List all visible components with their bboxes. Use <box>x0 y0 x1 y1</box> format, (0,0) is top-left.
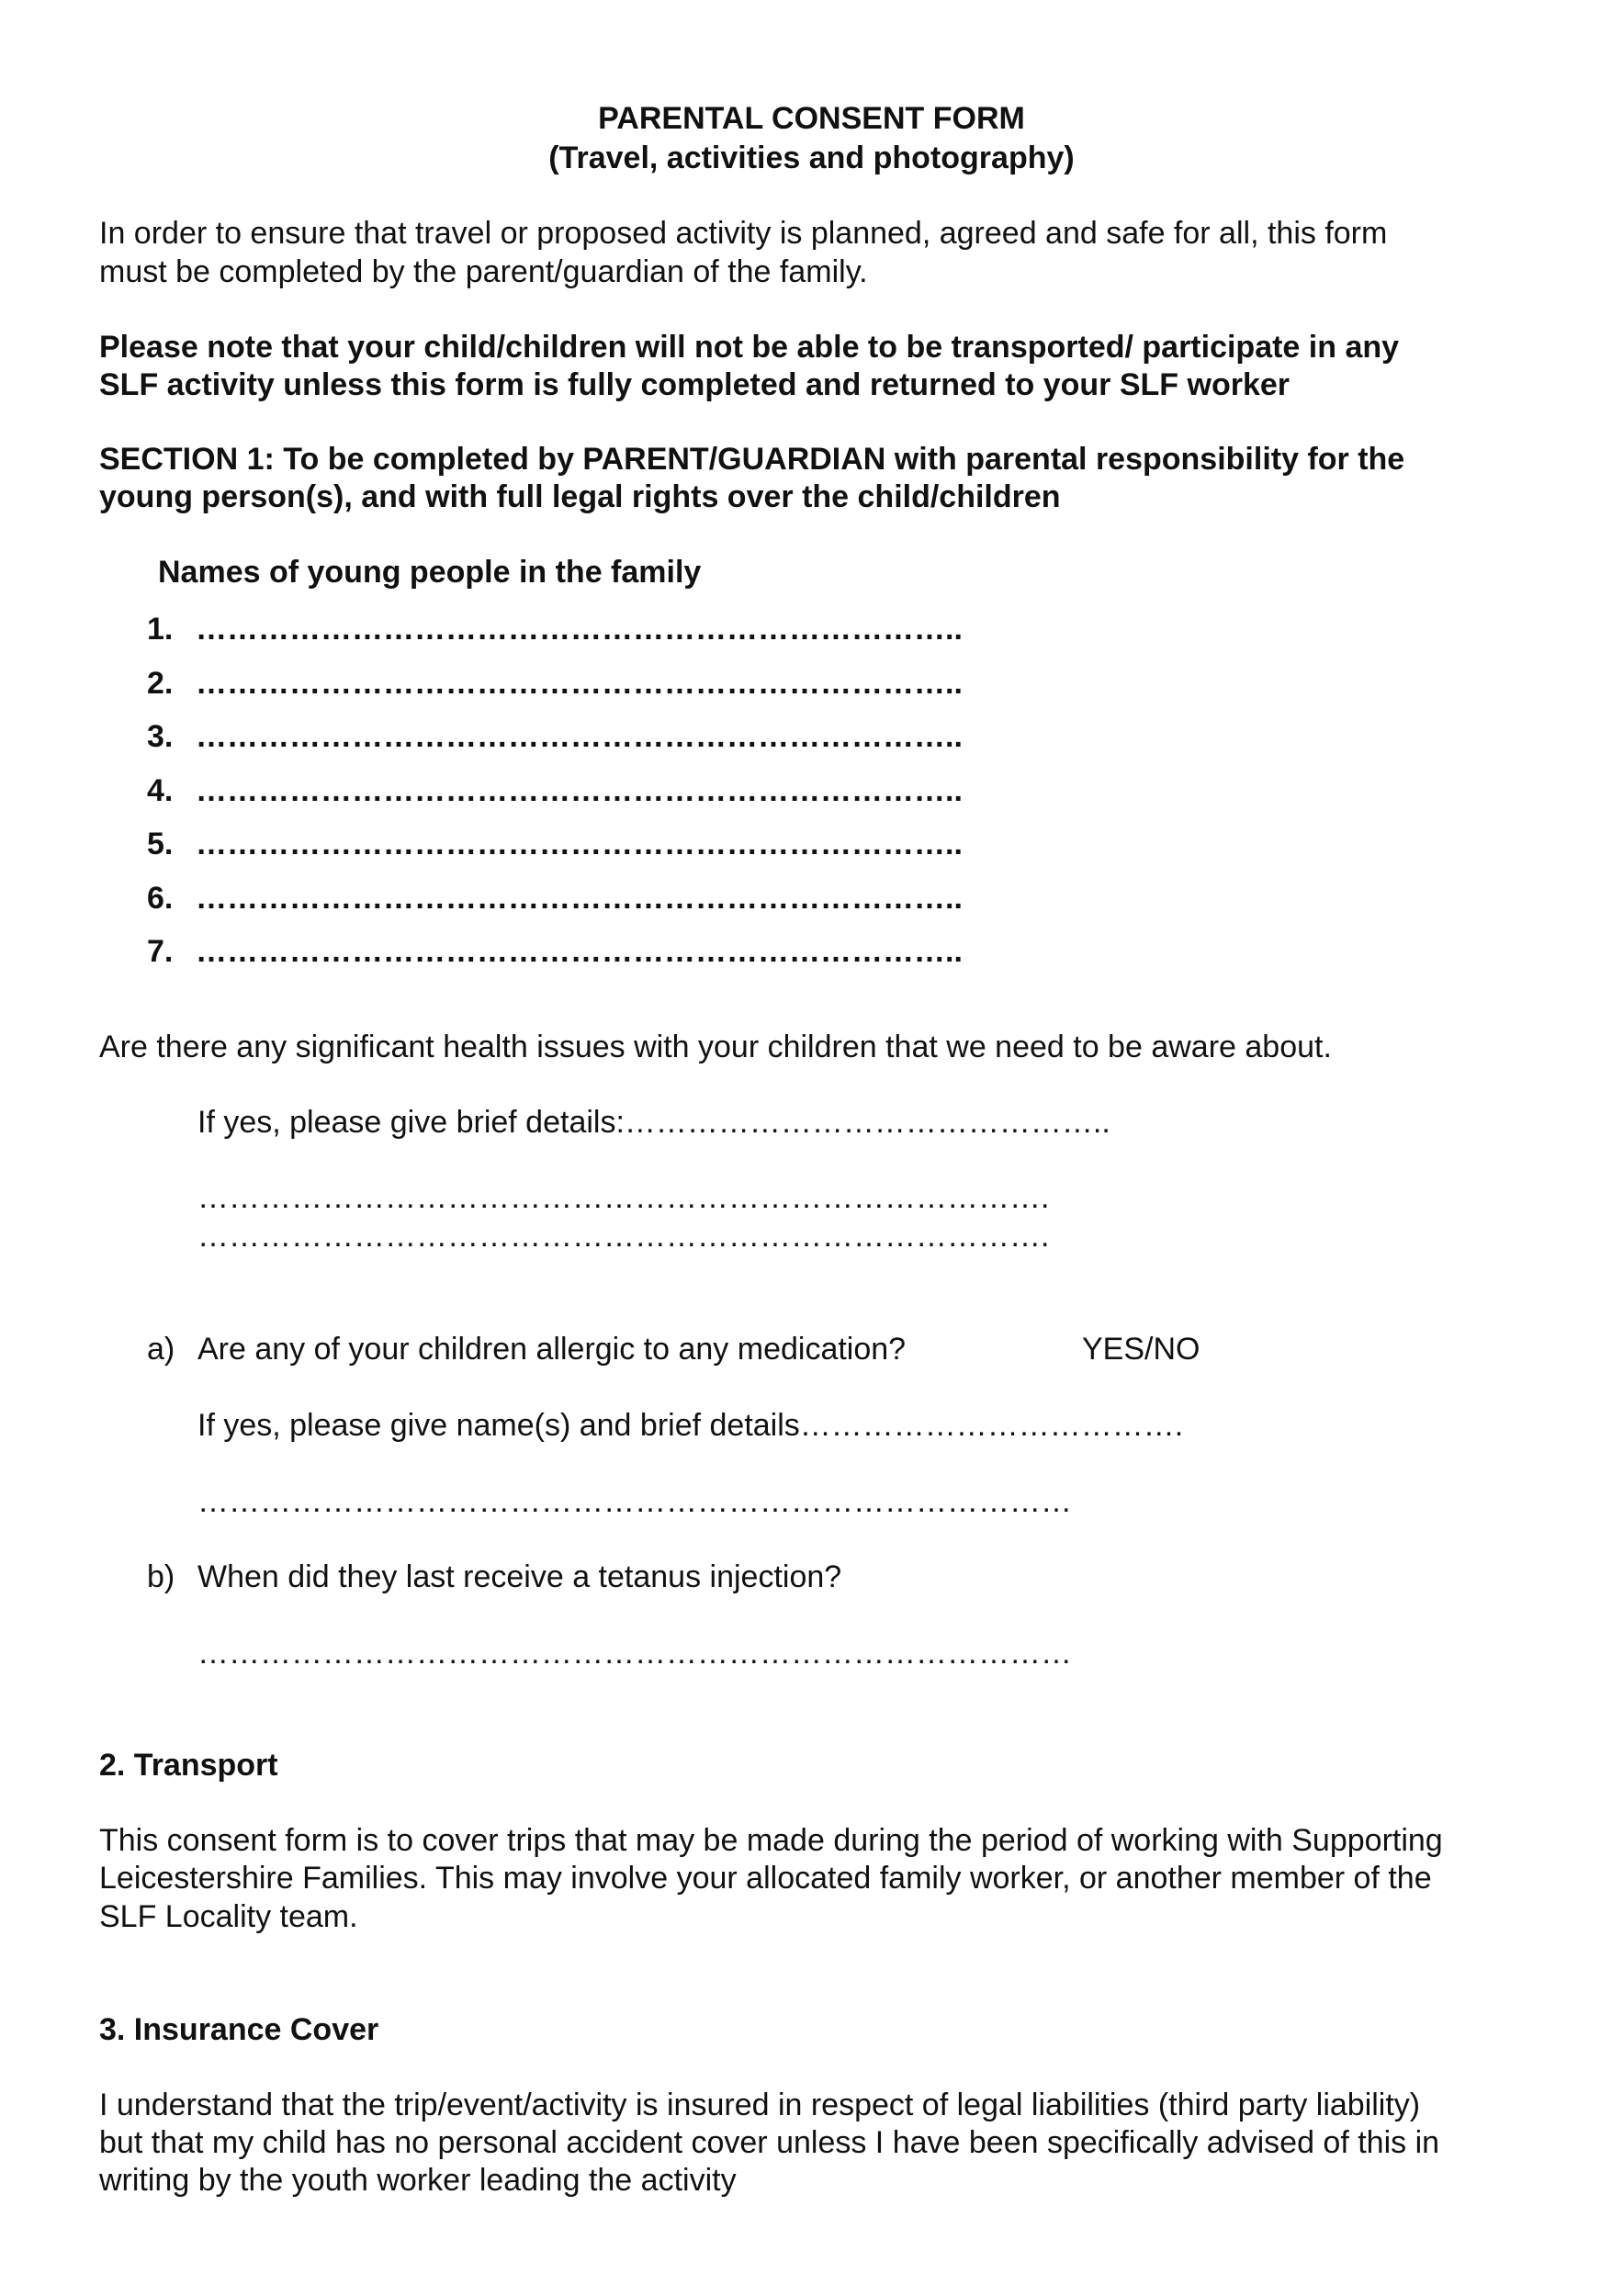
section1-line-1: SECTION 1: To be completed by PARENT/GUARDIAN with parental responsibility for the <box>99 442 1405 477</box>
name-field-5[interactable]: ……………………………………………………………….. <box>196 827 963 861</box>
transport-line-1: This consent form is to cover trips that may be made during the period of working with Supporting <box>99 1823 1443 1858</box>
names-heading: Names of young people in the family <box>158 555 702 590</box>
form-title: PARENTAL CONSENT FORM <box>598 101 1025 136</box>
notice-line-1: Please note that your child/children will not be able to be transported/ participate in any <box>99 330 1400 365</box>
transport-line-2: Leicestershire Families. This may involve your allocated family worker, or another member of the <box>99 1861 1432 1896</box>
name-number-4: 4. <box>147 773 174 808</box>
insurance-line-1: I understand that the trip/event/activity is insured in respect of legal liabilities (third party liability) <box>99 2088 1421 2122</box>
health-details-label <box>197 1107 1110 1138</box>
allergy-letter: a) <box>147 1332 175 1367</box>
insurance-line-3: writing by the youth worker leading the activity <box>99 2163 737 2198</box>
name-field-1[interactable]: ……………………………………………………………….. <box>196 612 963 647</box>
form-subtitle: (Travel, activities and photography) <box>548 141 1075 175</box>
health-question: Are there any significant health issues with your children that we need to be aware about. <box>99 1030 1332 1064</box>
name-field-6[interactable]: ……………………………………………………………….. <box>196 881 963 916</box>
name-field-7[interactable]: ……………………………………………………………….. <box>196 934 963 969</box>
name-number-3: 3. <box>147 719 174 754</box>
allergy-question: Are any of your children allergic to any medication? <box>197 1332 907 1367</box>
section1-line-2: young person(s), and with full legal rights over the child/children <box>99 479 1061 514</box>
allergy-details-line[interactable]: ………………………………………………………………………… <box>197 1484 1072 1519</box>
name-number-1: 1. <box>147 612 174 647</box>
name-number-7: 7. <box>147 934 174 969</box>
health-details-field[interactable]: ……………………………………….. <box>624 1105 1110 1140</box>
tetanus-question: When did they last receive a tetanus injection? <box>197 1559 842 1594</box>
allergy-details-label <box>197 1410 1183 1441</box>
transport-heading: 2. Transport <box>99 1748 278 1783</box>
name-number-6: 6. <box>147 881 174 916</box>
transport-line-3: SLF Locality team. <box>99 1899 358 1934</box>
allergy-details-label-text: If yes, please give name(s) and brief details <box>197 1408 800 1443</box>
name-field-3[interactable]: ……………………………………………………………….. <box>196 719 963 754</box>
name-number-2: 2. <box>147 666 174 701</box>
notice-line-2: SLF activity unless this form is fully completed and returned to your SLF worker <box>99 367 1291 402</box>
name-field-2[interactable]: ……………………………………………………………….. <box>196 666 963 701</box>
health-details-line-1[interactable]: ………………………………………………………………………. <box>197 1180 1050 1215</box>
health-details-label-text: If yes, please give brief details: <box>197 1105 625 1140</box>
health-details-line-2[interactable]: ………………………………………………………………………. <box>197 1219 1050 1254</box>
intro-line-1: In order to ensure that travel or proposed activity is planned, agreed and safe for all, this form <box>99 216 1388 251</box>
tetanus-letter: b) <box>147 1559 175 1594</box>
allergy-details-field[interactable]: ………………………………. <box>799 1408 1184 1443</box>
name-number-5: 5. <box>147 827 174 861</box>
tetanus-answer-line[interactable]: ………………………………………………………………………… <box>197 1636 1072 1671</box>
intro-line-2: must be completed by the parent/guardian of the family. <box>99 254 868 289</box>
insurance-heading: 3. Insurance Cover <box>99 2012 379 2047</box>
allergy-yes-no[interactable]: YES/NO <box>1082 1332 1200 1367</box>
name-field-4[interactable]: ……………………………………………………………….. <box>196 773 963 808</box>
insurance-line-2: but that my child has no personal accident cover unless I have been specifically advised of this in <box>99 2125 1440 2160</box>
